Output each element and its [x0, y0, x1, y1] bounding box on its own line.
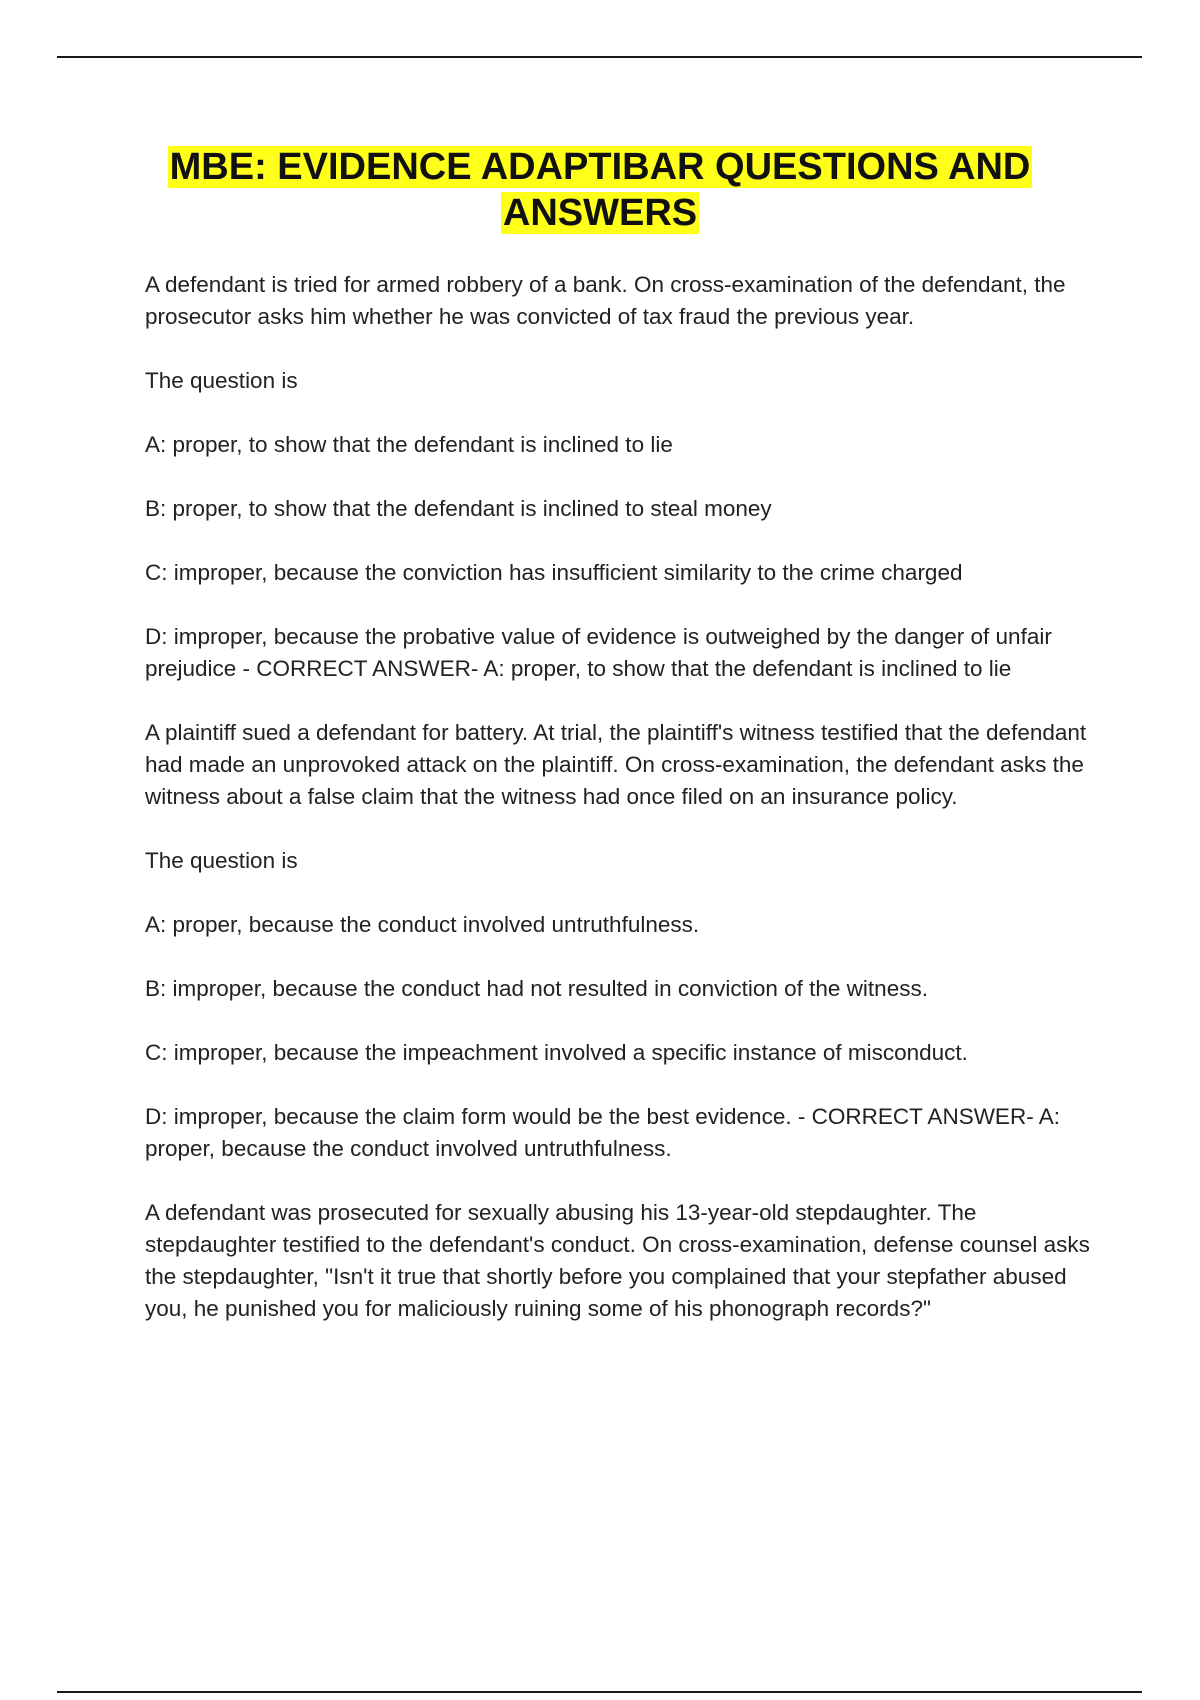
document-title — [135, 144, 1065, 236]
question-2-option-d-answer: D: improper, because the claim form would be the best evidence. - CORRECT ANSWER- A: proper, because the conduct involved untruthfulness. — [145, 1104, 1060, 1161]
question-2-option-b: B: improper, because the conduct had not resulted in conviction of the witness. — [145, 976, 928, 1001]
question-3-stem: A defendant was prosecuted for sexually abusing his 13-year-old stepdaughter. The stepdaughter testified to the defendant's conduct. On cross-examination, defense counsel asks the stepdaughter, "Isn't it true that shortly before you complained that your stepfather abused you, he punished you for maliciously ruining some of his phonograph records?" — [145, 1200, 1090, 1321]
question-2-stem: A plaintiff sued a defendant for battery. At trial, the plaintiff's witness testified that the defendant had made an unprovoked attack on the plaintiff. On cross-examination, the defendant asks the witness about a false claim that the witness had once filed on an insurance policy. — [145, 720, 1087, 809]
bottom-rule — [57, 1691, 1142, 1693]
question-1-option-a: A: proper, to show that the defendant is inclined to lie — [145, 432, 673, 457]
question-2-prompt: The question is — [145, 848, 298, 873]
top-rule — [57, 56, 1142, 58]
question-1-option-d-answer: D: improper, because the probative value of evidence is outweighed by the danger of unfair prejudice - CORRECT ANSWER- A: proper, to show that the defendant is inclined to lie — [145, 624, 1052, 681]
question-2-option-a: A: proper, because the conduct involved untruthfulness. — [145, 912, 700, 937]
document-body — [145, 269, 1095, 1357]
question-1-option-c: C: improper, because the conviction has insufficient similarity to the crime charged — [145, 560, 963, 585]
title-highlight: MBE: EVIDENCE ADAPTIBAR QUESTIONS AND ANSWERS — [169, 146, 1031, 234]
question-1-prompt: The question is — [145, 368, 298, 393]
title-block — [0, 144, 1200, 236]
question-1-stem: A defendant is tried for armed robbery of a bank. On cross-examination of the defendant, the prosecutor asks him whether he was convicted of tax fraud the previous year. — [145, 272, 1066, 329]
question-2-option-c: C: improper, because the impeachment involved a specific instance of misconduct. — [145, 1040, 968, 1065]
question-1-option-b: B: proper, to show that the defendant is inclined to steal money — [145, 496, 772, 521]
